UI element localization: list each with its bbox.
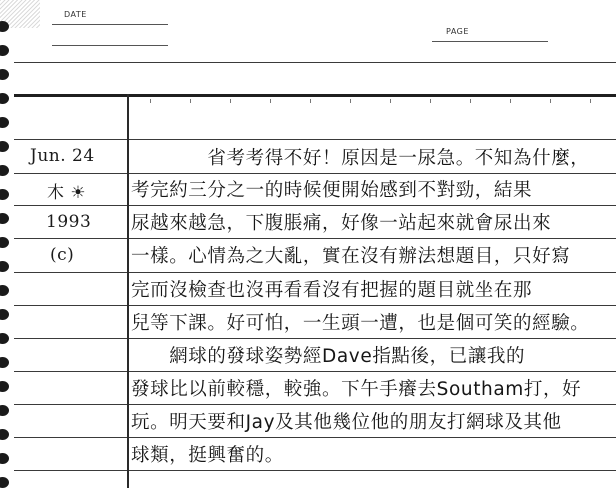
binding-hole (0, 261, 9, 272)
binding-hole (0, 429, 9, 440)
scale-tick (590, 99, 591, 103)
scale-tick (350, 99, 351, 103)
rule-line (14, 139, 616, 140)
page-label: PAGE (446, 27, 469, 36)
rule-line (14, 173, 616, 174)
diary-line: 兒等下課。好可怕，一生頭一遭，也是個可笑的經驗。 (131, 313, 590, 334)
entry-mark: (c) (50, 245, 75, 265)
rule-line (14, 437, 616, 438)
binding-hole (0, 357, 9, 368)
binding-hole (0, 93, 9, 104)
header-rule (14, 94, 616, 97)
binding-hole (0, 213, 9, 224)
diary-line: 完而沒檢查也沒再看看沒有把握的題目就坐在那 (131, 280, 533, 301)
scale-tick (470, 99, 471, 103)
binding-hole (0, 477, 9, 488)
rule-line (14, 62, 616, 63)
binding-hole (0, 309, 9, 320)
binding-hole (0, 165, 9, 176)
scale-tick (390, 99, 391, 103)
rule-line (14, 371, 616, 372)
diary-line: 發球比以前較穩，較強。下午手癢去Southam打，好 (131, 379, 582, 400)
binding-hole (0, 405, 9, 416)
binding-hole (0, 333, 9, 344)
page-underline (432, 41, 548, 42)
binding-hole (0, 21, 9, 32)
scale-tick (430, 99, 431, 103)
scale-tick (230, 99, 231, 103)
rule-line (14, 238, 616, 239)
rule-line (14, 272, 616, 273)
rule-line (14, 205, 616, 206)
scale-tick (150, 99, 151, 103)
entry-weekday: 木 ☀ (47, 183, 87, 203)
binding-holes (0, 0, 14, 488)
scale-tick (550, 99, 551, 103)
binding-hole (0, 237, 9, 248)
diary-line: 球類，挺興奮的。 (131, 445, 284, 466)
diary-line: 一樣。心情為之大亂，實在沒有辦法想題目，只好寫 (131, 246, 571, 267)
entry-year: 1993 (46, 212, 92, 232)
binding-hole (0, 117, 9, 128)
binding-hole (0, 141, 9, 152)
rule-line (14, 404, 616, 405)
diary-line: 玩。明天要和Jay及其他幾位他的朋友打網球及其他 (131, 412, 562, 433)
rule-line (14, 338, 616, 339)
diary-line: 省考考得不好！原因是一尿急。不知為什麼， (131, 148, 590, 169)
diary-line: 尿越來越急，下腹脹痛，好像一站起來就會尿出來 (131, 213, 552, 234)
scale-tick (190, 99, 191, 103)
entry-date: Jun. 24 (30, 146, 95, 166)
date-underline (52, 24, 168, 25)
margin-line (127, 94, 129, 488)
scale-tick (270, 99, 271, 103)
binding-hole (0, 453, 9, 464)
binding-hole (0, 45, 9, 56)
diary-line: 網球的發球姿勢經Dave指點後，已讓我的 (131, 346, 526, 367)
rule-line (14, 305, 616, 306)
date-label: DATE (64, 10, 87, 19)
binding-hole (0, 381, 9, 392)
binding-hole (0, 285, 9, 296)
binding-hole (0, 189, 9, 200)
diary-line: 考完約三分之一的時候便開始感到不對勁，結果 (131, 180, 533, 201)
date-underline-2 (52, 45, 168, 46)
scale-tick (310, 99, 311, 103)
rule-line (14, 470, 616, 471)
scale-tick (510, 99, 511, 103)
binding-hole (0, 69, 9, 80)
